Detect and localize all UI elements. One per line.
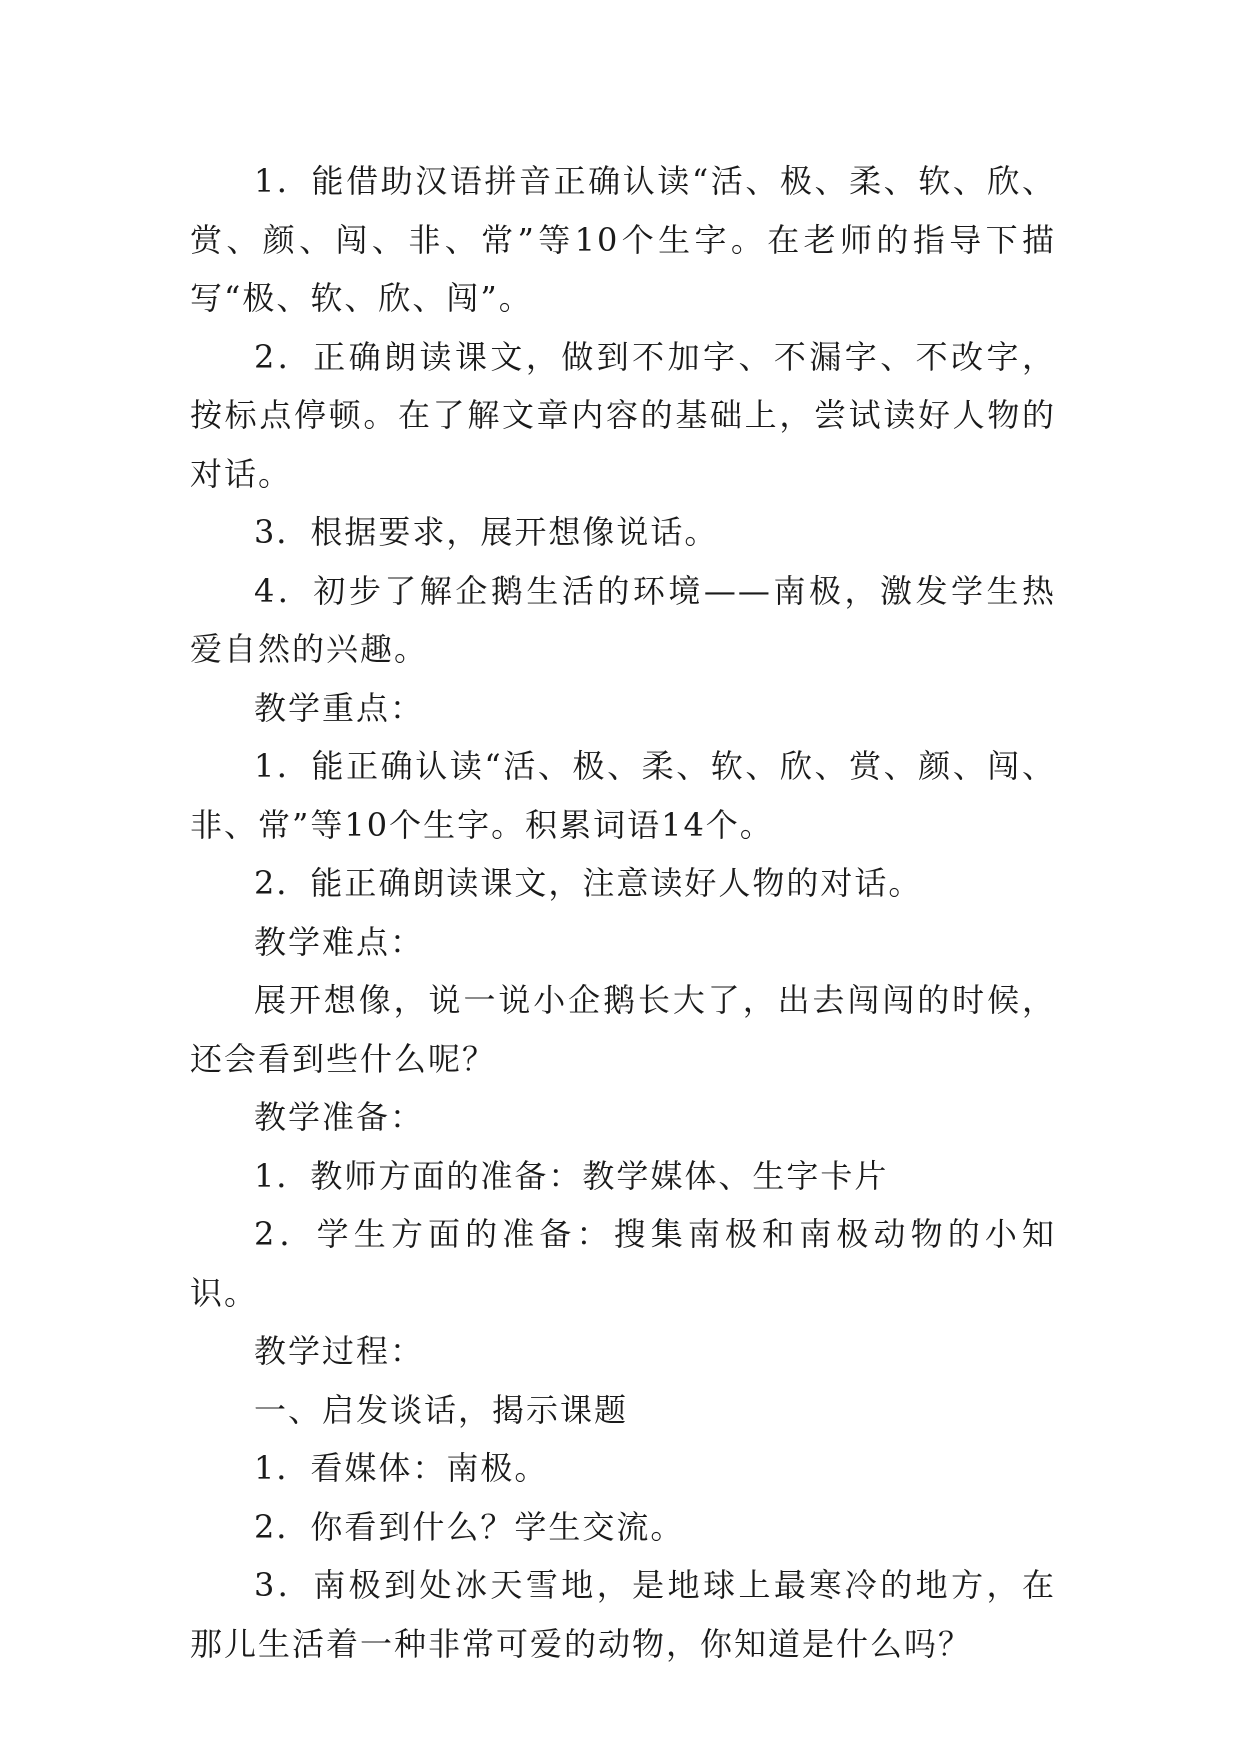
preparation-teacher-paragraph: 1．教师方面的准备：教学媒体、生字卡片: [254, 1156, 889, 1195]
preparation-heading: 教学准备：: [254, 1098, 425, 1136]
section-one-heading: 一、启发谈话，揭示课题: [254, 1390, 629, 1429]
difficulty-paragraph: 展开想像，说一说小企鹅长大了，出去闯闯的时候，还会看到些什么呢？: [190, 981, 1056, 1078]
process-step-3-paragraph: 3．南极到处冰天雪地，是地球上最寒冷的地方，在那儿生活着一种非常可爱的动物，你知道是什么吗？: [190, 1566, 1056, 1663]
process-heading: 教学过程：: [254, 1332, 425, 1370]
difficulty-heading: 教学难点：: [254, 922, 425, 961]
objective-4-paragraph: 4．初步了解企鹅生活的环境——南极，激发学生热爱自然的兴趣。: [190, 571, 1056, 668]
preparation-student-paragraph: 2．学生方面的准备：搜集南极和南极动物的小知识。: [190, 1215, 1056, 1312]
document-body: [190, 152, 1056, 1673]
objective-3-paragraph: 3．根据要求，展开想像说话。: [254, 513, 719, 551]
objective-1-paragraph: 1．能借助汉语拼音正确认读“活、极、柔、软、欣、赏、颜、闯、非、常”等10个生字。在老师的指导下描写“极、软、欣、闯”。: [190, 162, 1056, 317]
process-step-2-paragraph: 2．你看到什么？学生交流。: [254, 1507, 685, 1546]
key-points-heading: 教学重点：: [254, 688, 425, 727]
objective-2-paragraph: 2．正确朗读课文，做到不加字、不漏字、不改字，按标点停顿。在了解文章内容的基础上，尝试读好人物的对话。: [190, 337, 1056, 493]
key-point-1-paragraph: 1．能正确认读“活、极、柔、软、欣、赏、颜、闯、非、常”等10个生字。积累词语14个。: [190, 747, 1056, 844]
process-step-1-paragraph: 1．看媒体：南极。: [254, 1449, 549, 1487]
key-point-2-paragraph: 2．能正确朗读课文，注意读好人物的对话。: [254, 864, 923, 902]
